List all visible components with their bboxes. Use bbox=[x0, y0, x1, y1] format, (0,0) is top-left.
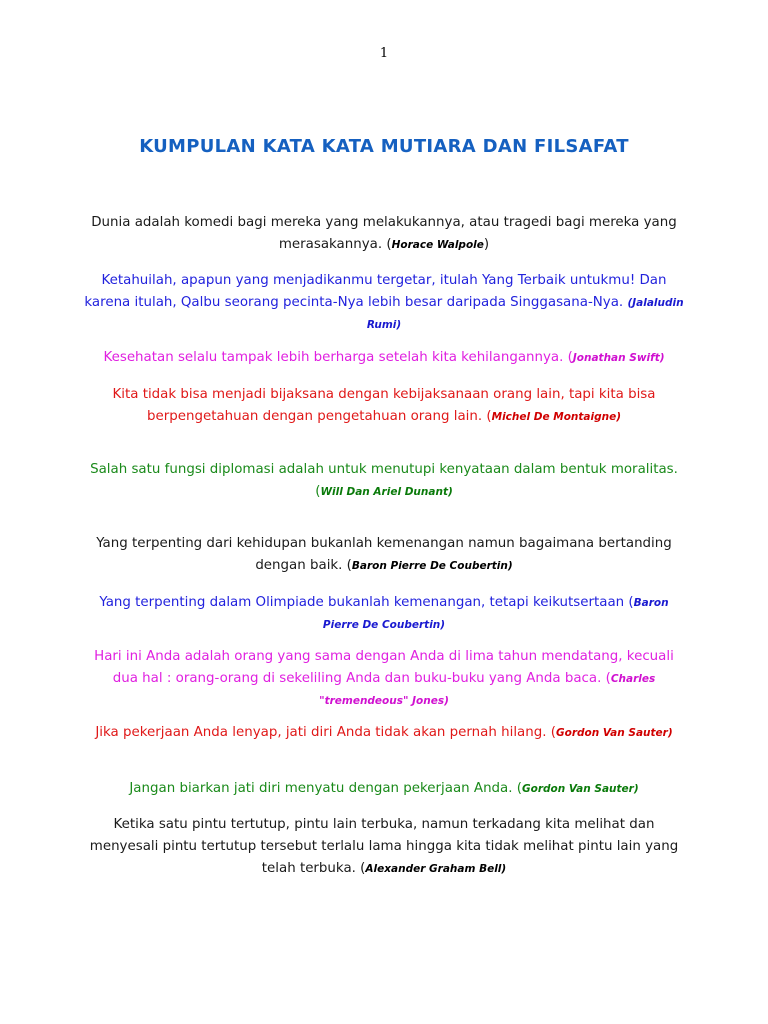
quote-author: Jonathan Swift) bbox=[572, 352, 665, 364]
quote-author: Charles "tremendeous" Jones) bbox=[319, 673, 656, 707]
quote-text: Dunia adalah komedi bagi mereka yang melakukannya, atau tragedi bagi mereka yang merasakannya. ( bbox=[91, 215, 677, 252]
quote-author: Gordon Van Sauter) bbox=[522, 783, 639, 795]
quote-text: Kesehatan selalu tampak lebih berharga setelah kita kehilangannya. ( bbox=[103, 350, 573, 365]
quote-10 bbox=[80, 778, 688, 800]
quote-9 bbox=[80, 722, 688, 744]
quote-6 bbox=[80, 533, 688, 577]
quote-author: Horace Walpole bbox=[391, 239, 484, 251]
quote-author: Baron Pierre De Coubertin) bbox=[322, 597, 669, 631]
quote-text: Hari ini Anda adalah orang yang sama dengan Anda di lima tahun mendatang, kecuali dua hal : orang-orang di sekeliling Anda dan buku-buku yang Anda baca. ( bbox=[94, 649, 674, 686]
quote-text: Ketika satu pintu tertutup, pintu lain terbuka, namun terkadang kita melihat dan menyesali pintu tertutup tersebut terlalu lama hingga kita tidak melihat pintu lain yang telah terbuka. ( bbox=[89, 817, 679, 876]
quote-8 bbox=[80, 646, 688, 712]
quote-author: Baron Pierre De Coubertin) bbox=[351, 560, 513, 572]
quote-text: Jika pekerjaan Anda lenyap, jati diri Anda tidak akan pernah hilang. ( bbox=[95, 725, 556, 740]
quote-text: Ketahuilah, apapun yang menjadikanmu tergetar, itulah Yang Terbaik untukmu! Dan karena itulah, Qalbu seorang pecinta-Nya lebih besar daripada Singgasana-Nya. bbox=[84, 273, 667, 310]
quote-close: ) bbox=[483, 237, 490, 252]
quote-author: Alexander Graham Bell) bbox=[365, 863, 507, 875]
quote-5 bbox=[80, 459, 688, 503]
quote-text: Jangan biarkan jati diri menyatu dengan pekerjaan Anda. ( bbox=[129, 781, 522, 796]
quote-text: Kita tidak bisa menjadi bijaksana dengan kebijaksanaan orang lain, tapi kita bisa berpengetahuan dengan pengetahuan orang lain. ( bbox=[112, 387, 656, 424]
quote-author: Michel De Montaigne) bbox=[491, 411, 621, 423]
document-title: KUMPULAN KATA KATA MUTIARA DAN FILSAFAT bbox=[139, 136, 629, 157]
quote-author: (Jalaludin Rumi) bbox=[366, 297, 684, 331]
quote-text: Salah satu fungsi diplomasi adalah untuk menutupi kenyataan dalam bentuk moralitas. ( bbox=[90, 462, 678, 499]
page-number: 1 bbox=[379, 46, 389, 61]
quote-4 bbox=[80, 384, 688, 428]
quote-2 bbox=[80, 270, 688, 336]
quote-author: Will Dan Ariel Dunant) bbox=[320, 486, 453, 498]
quote-text: Yang terpenting dalam Olimpiade bukanlah kemenangan, tetapi keikutsertaan ( bbox=[99, 595, 634, 610]
quote-3 bbox=[80, 347, 688, 369]
quote-author: Gordon Van Sauter) bbox=[555, 727, 673, 739]
quote-11 bbox=[80, 814, 688, 880]
quote-7 bbox=[80, 592, 688, 636]
quote-1 bbox=[80, 212, 688, 256]
quote-text: Yang terpenting dari kehidupan bukanlah kemenangan namun bagaimana bertanding dengan baik. ( bbox=[96, 536, 672, 573]
